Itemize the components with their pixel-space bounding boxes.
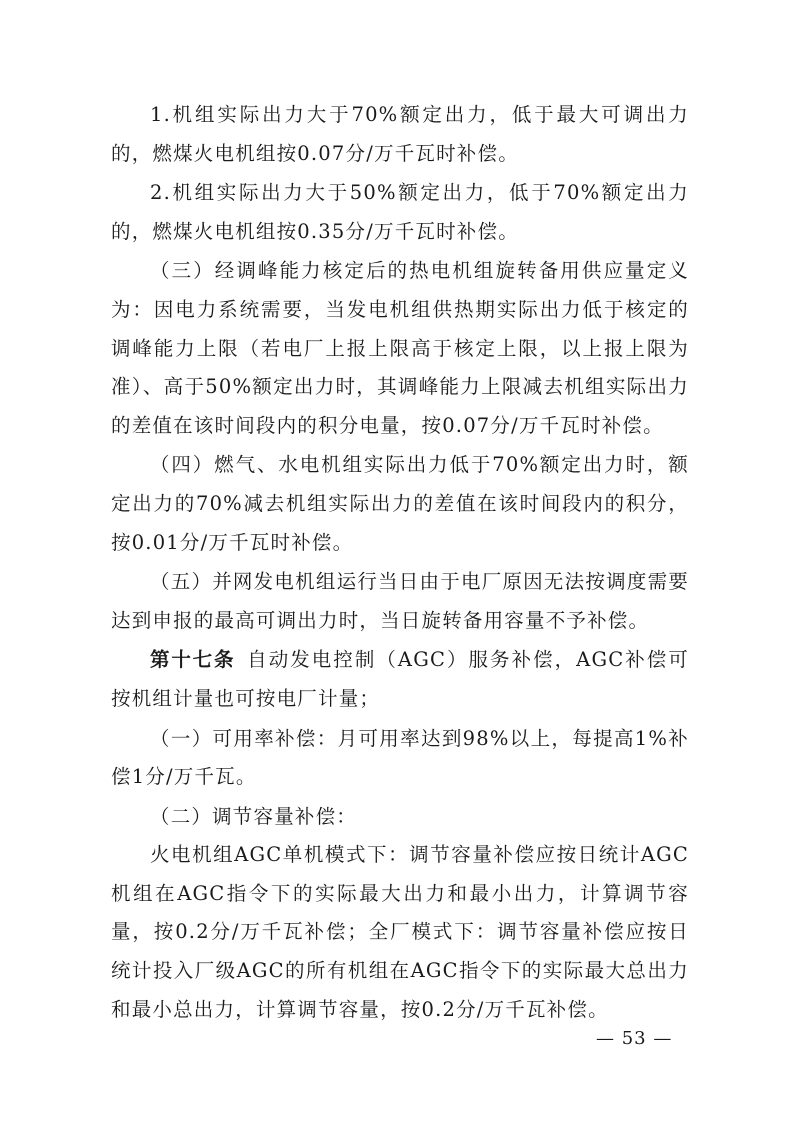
article-17-text: 自动发电控制（AGC）服务补偿，AGC补偿可按机组计量也可按电厂计量； xyxy=(111,648,689,710)
article-17-paragraph xyxy=(111,641,689,718)
page-number: — 53 — xyxy=(596,1028,673,1049)
paragraph-section-5: （五）并网发电机组运行当日由于电厂原因无法按调度需要达到申报的最高可调出力时，当日旋转备用容量不予补偿。 xyxy=(111,570,689,632)
body-text xyxy=(111,96,689,1029)
article-17-heading: 第十七条 xyxy=(150,648,236,672)
paragraph-capacity-heading: （二）调节容量补偿： xyxy=(150,804,358,828)
paragraph-availability: （一）可用率补偿：月可用率达到98%以上，每提高1%补偿1分/万千瓦。 xyxy=(111,726,689,789)
paragraph-section-3: （三）经调峰能力核定后的热电机组旋转备用供应量定义为：因电力系统需要，当发电机组供热期实际出力低于核定的调峰能力上限（若电厂上报上限高于核定上限，以上报上限为准）、高于50%额定出力时，其调峰能力上限减去机组实际出力的差值在该时间段内的积分电量，按0.07分/万千瓦时补偿。 xyxy=(111,259,689,437)
paragraph-item-1: 1.机组实际出力大于70%额定出力，低于最大可调出力的，燃煤火电机组按0.07分/万千瓦时补偿。 xyxy=(111,103,689,165)
paragraph-section-4: （四）燃气、水电机组实际出力低于70%额定出力时，额定出力的70%减去机组实际出力的差值在该时间段内的积分，按0.01分/万千瓦时补偿。 xyxy=(111,453,689,554)
paragraph-capacity-detail: 火电机组AGC单机模式下：调节容量补偿应按日统计AGC机组在AGC指令下的实际最大出力和最小出力，计算调节容量，按0.2分/万千瓦补偿；全厂模式下：调节容量补偿应按日统计投入厂级AGC的所有机组在AGC指令下的实际最大总出力和最小总出力，计算调节容量，按0.2分/万千瓦补偿。 xyxy=(111,843,689,1021)
paragraph-item-2: 2.机组实际出力大于50%额定出力，低于70%额定出力的，燃煤火电机组按0.35分/万千瓦时补偿。 xyxy=(111,181,689,243)
